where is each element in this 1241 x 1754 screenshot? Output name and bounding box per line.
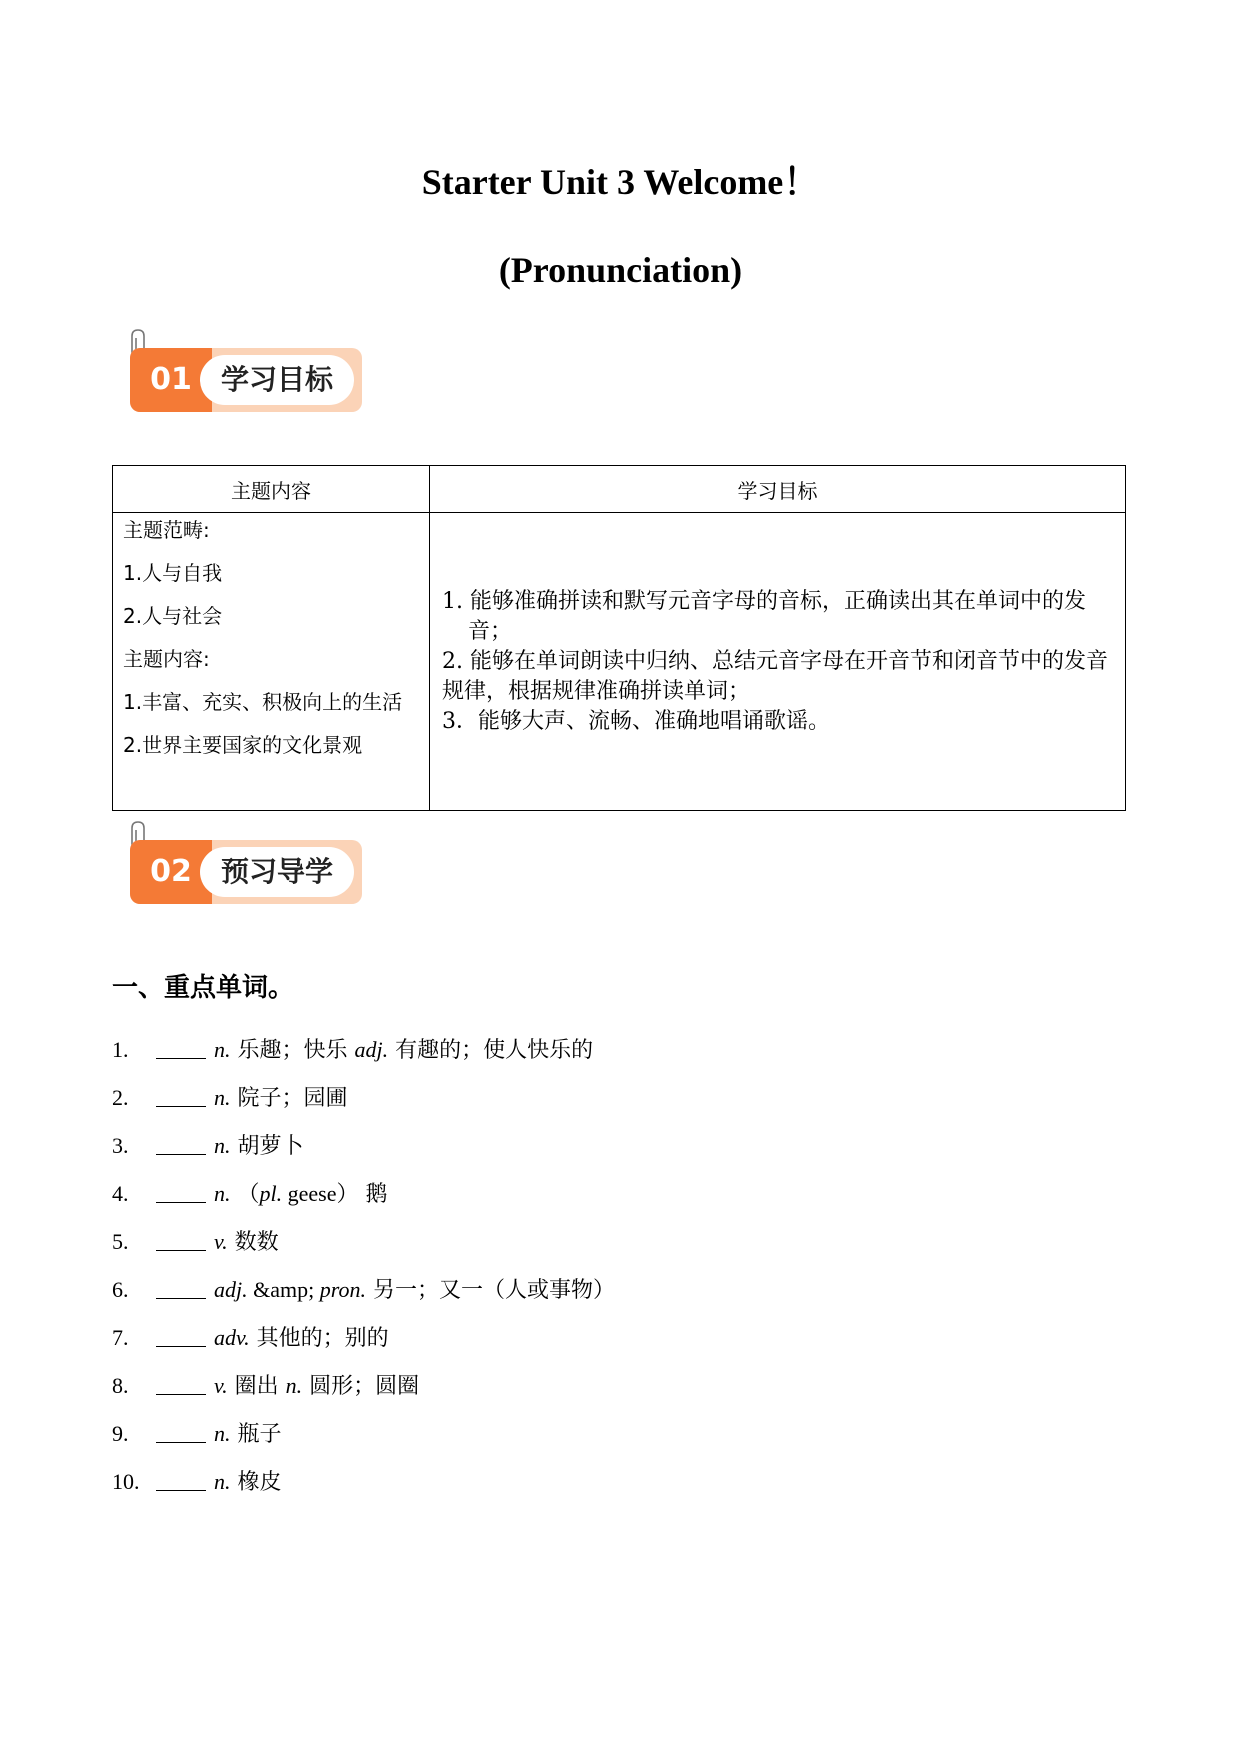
topic-cell [113,513,430,811]
part-of-speech: n. [214,1469,231,1494]
badge-label: 学习目标 [200,355,354,405]
goals-cell [430,513,1126,811]
vocab-definition [214,1032,593,1069]
badge-label: 预习导学 [200,847,354,897]
vocab-item [112,1080,1112,1128]
vocab-item [112,1032,1112,1080]
answer-blank[interactable] [156,1464,206,1491]
topic-line: 2.世界主要国家的文化景观 [123,733,363,757]
topic-line: 2.人与社会 [123,604,223,628]
answer-blank[interactable] [156,1176,206,1203]
vocab-definition [214,1224,279,1261]
definition-text: 其他的；别的 [249,1326,389,1351]
page-subtitle: (Pronunciation) [498,250,743,290]
definition-text: 橡皮 [230,1470,282,1495]
answer-blank[interactable] [156,1080,206,1107]
part-of-speech: n. [214,1037,231,1062]
vocab-item [112,1416,1112,1464]
vocab-number: 10. [112,1469,140,1494]
part-of-speech: v. [214,1373,228,1398]
vocab-item [112,1272,1112,1320]
definition-text: （ [230,1182,260,1207]
answer-blank[interactable] [156,1416,206,1443]
vocab-item [112,1320,1112,1368]
section-badge-preview [124,820,364,912]
answer-blank[interactable] [156,1032,206,1059]
definition-text: 乐趣；快乐 [230,1038,355,1063]
vocab-item [112,1128,1112,1176]
answer-blank[interactable] [156,1272,206,1299]
goal-item: 3．能够大声、流畅、准确地唱诵歌谣。 [442,708,830,734]
definition-text: 另一；又一（人或事物） [365,1278,615,1303]
vocab-item [112,1176,1112,1224]
part-of-speech: pron. [319,1277,366,1302]
answer-blank[interactable] [156,1320,206,1347]
definition-text: 圈出 [227,1374,286,1399]
page-title: Starter Unit 3 Welcome！ [421,162,820,202]
section-heading: 一、重点单词。 [112,973,295,1003]
part-of-speech: n. [285,1373,303,1398]
part-of-speech: n. [214,1421,231,1446]
part-of-speech: pl. [259,1181,283,1206]
definition-text: 胡萝卜 [230,1134,304,1159]
vocab-definition [214,1176,387,1213]
definition-text: ） 鹅 [336,1182,388,1207]
answer-blank[interactable] [156,1368,206,1395]
section-badge-learning-goals [124,328,364,420]
topic-line: 主题内容: [123,647,210,671]
table-header-goals: 学习目标 [430,466,1126,513]
part-of-speech: n. [214,1085,231,1110]
vocab-item [112,1224,1112,1272]
vocab-item [112,1368,1112,1416]
answer-blank[interactable] [156,1224,206,1251]
goal-item: 1. 能够准确拼读和默写元音字母的音标，正确读出其在单词中的发音； [442,588,1086,644]
definition-text: 有趣的；使人快乐的 [388,1038,594,1063]
vocab-number: 4. [112,1181,129,1206]
topic-line: 主题范畴: [123,518,210,542]
part-of-speech: adv. [214,1325,250,1350]
part-of-speech: adj. [214,1277,248,1302]
part-of-speech: v. [214,1229,228,1254]
vocab-number: 7. [112,1325,129,1350]
badge-number: 02 [130,840,212,904]
definition-text: 瓶子 [230,1422,282,1447]
vocab-definition [214,1416,282,1453]
vocab-definition [214,1272,615,1309]
vocab-number: 9. [112,1421,129,1446]
badge-number: 01 [130,348,212,412]
definition-text: &amp; [247,1277,320,1302]
definition-text: 数数 [227,1230,279,1255]
vocab-number: 5. [112,1229,129,1254]
goal-item: 2. 能够在单词朗读中归纳、总结元音字母在开音节和闭音节中的发音规律，根据规律准确拼读单词； [442,648,1108,704]
topic-line: 1.人与自我 [123,561,223,585]
vocab-number: 8. [112,1373,129,1398]
topic-line: 1.丰富、充实、积极向上的生活 [123,690,403,714]
goals-table [112,465,1126,811]
answer-blank[interactable] [156,1128,206,1155]
vocab-definition [214,1464,282,1501]
vocab-definition [214,1128,304,1165]
definition-text: geese [282,1181,337,1206]
vocab-item [112,1464,1112,1512]
part-of-speech: adj. [354,1037,389,1062]
part-of-speech: n. [214,1181,231,1206]
vocab-number: 6. [112,1277,129,1302]
definition-text: 圆形；圆圈 [302,1374,420,1399]
part-of-speech: n. [214,1133,231,1158]
vocab-definition [214,1368,419,1405]
vocab-number: 1. [112,1037,129,1062]
vocab-number: 2. [112,1085,129,1110]
vocab-definition [214,1080,348,1117]
vocab-list [112,1032,1112,1512]
vocab-definition [214,1320,389,1357]
definition-text: 院子；园圃 [230,1086,348,1111]
vocab-number: 3. [112,1133,129,1158]
table-header-topic: 主题内容 [113,466,430,513]
